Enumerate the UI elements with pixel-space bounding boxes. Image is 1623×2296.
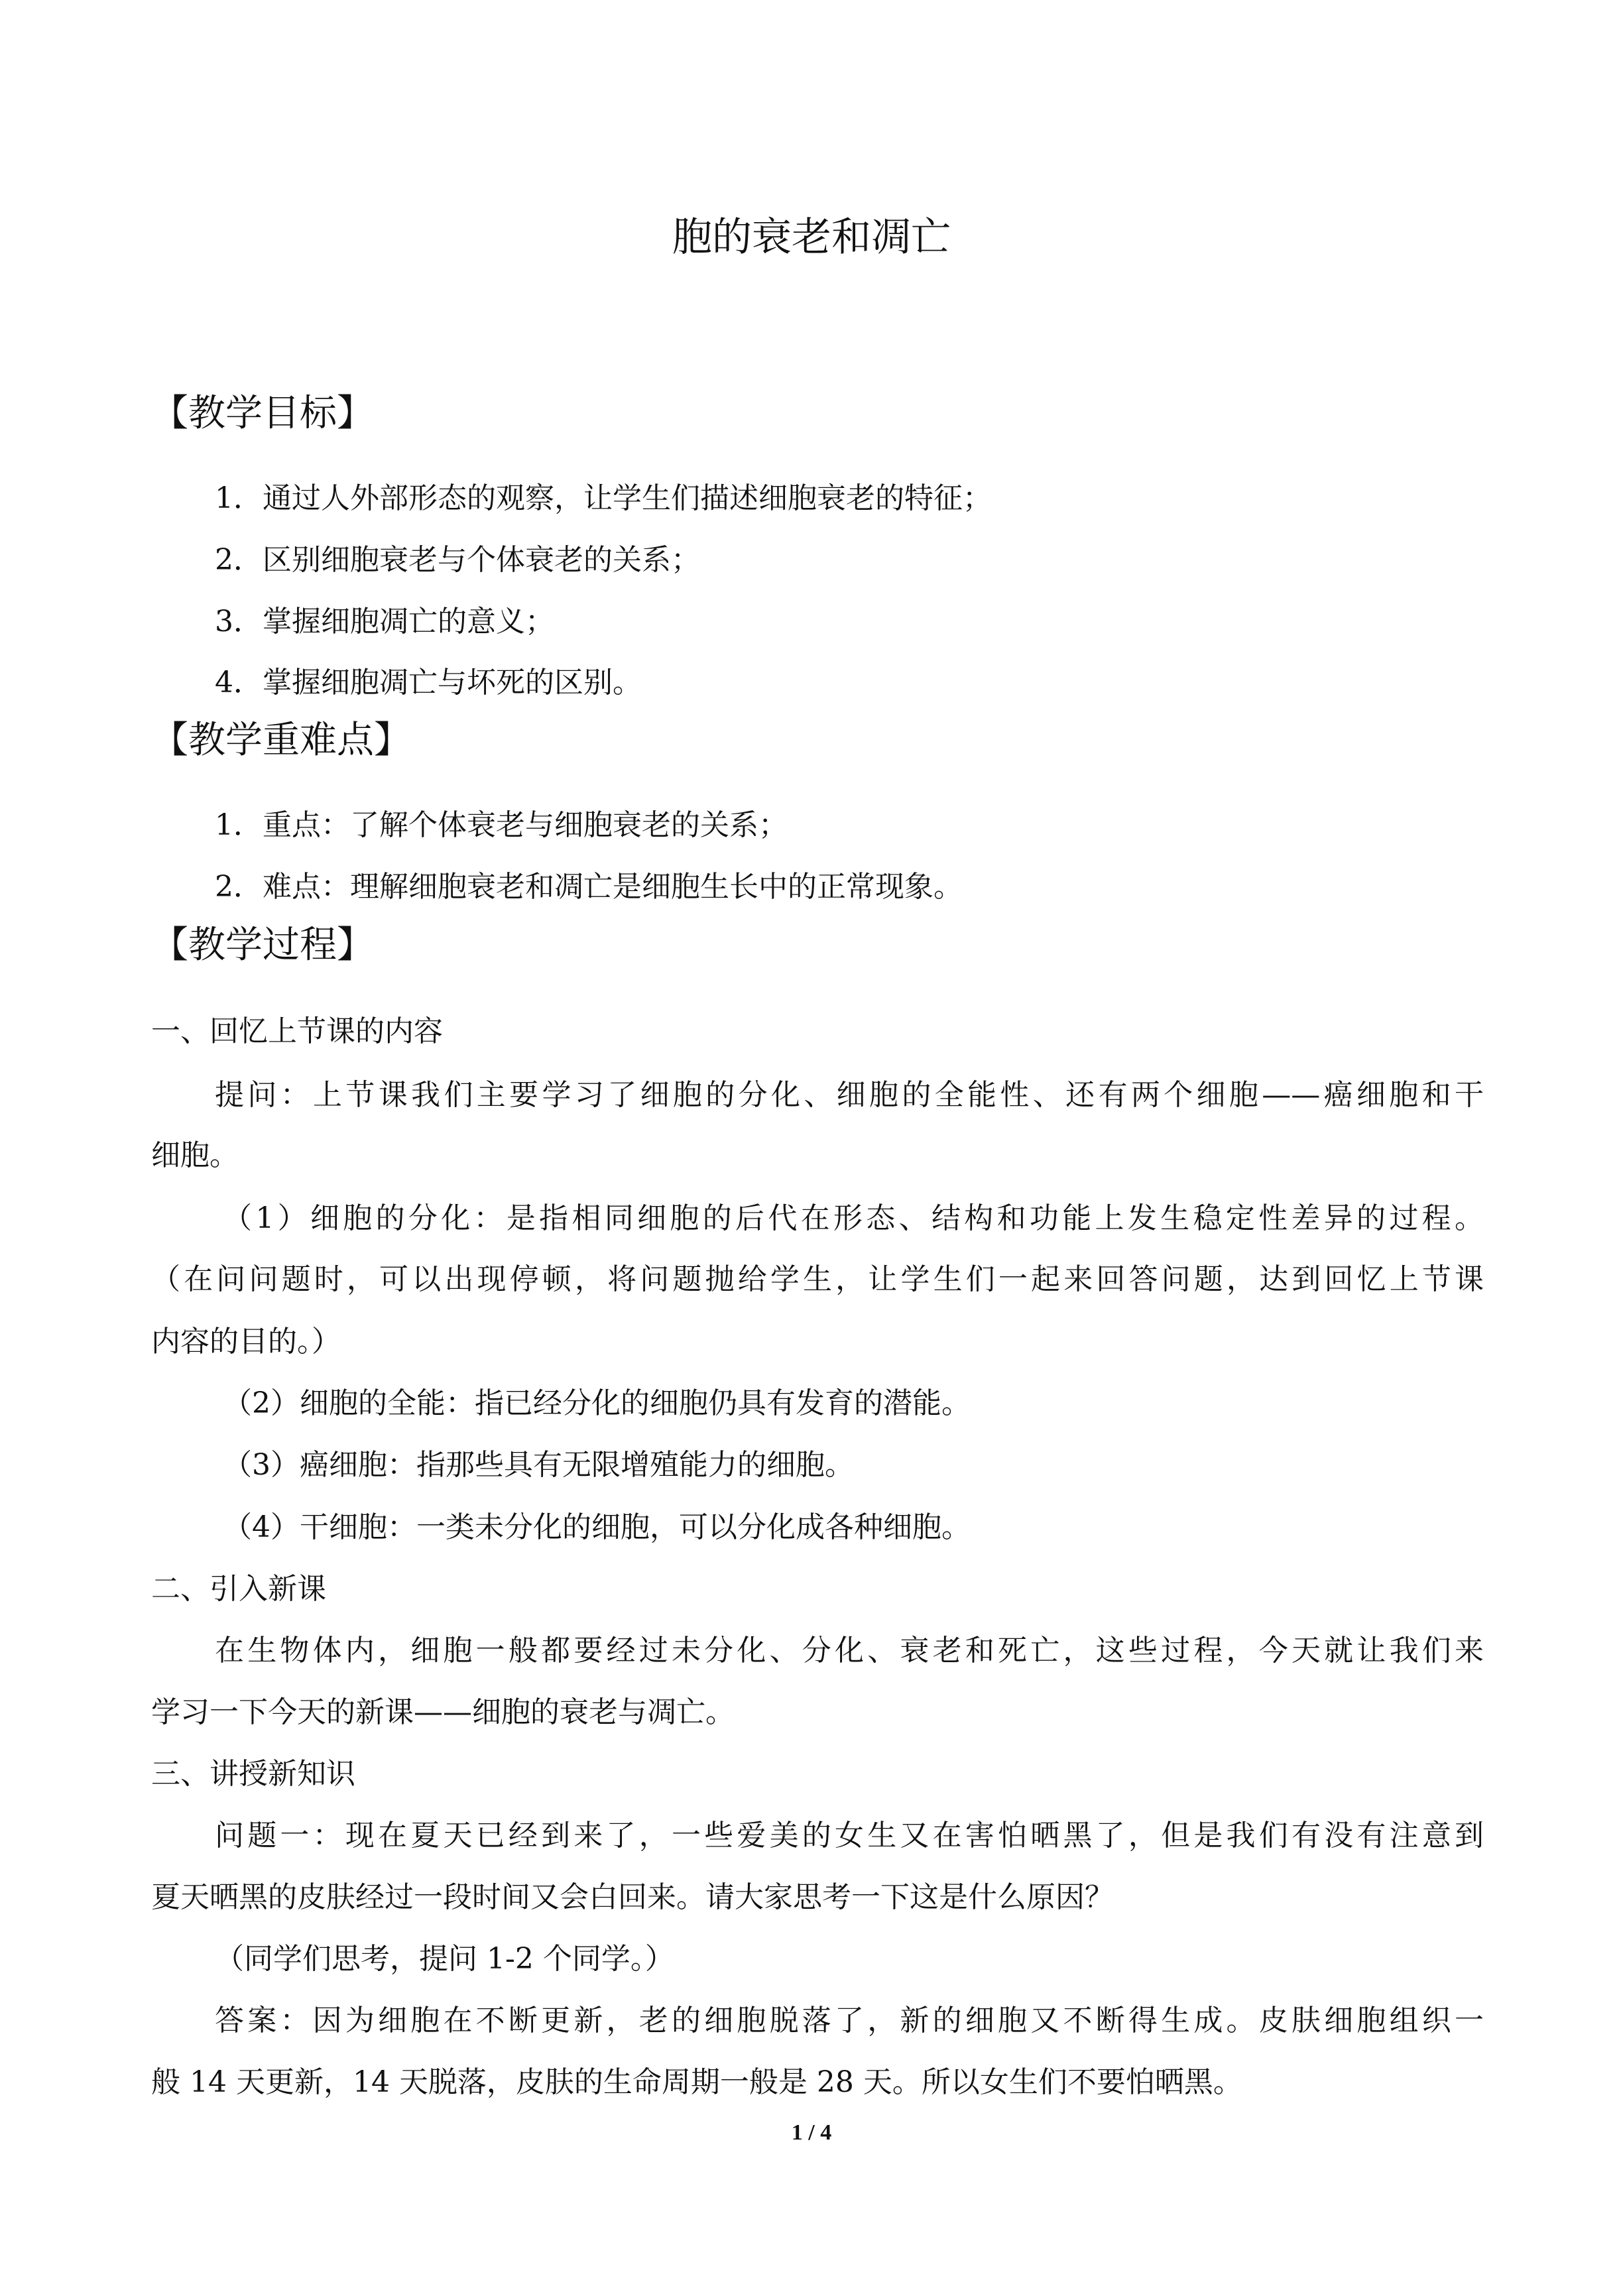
part2-title: 二、引入新课 bbox=[151, 1572, 326, 1606]
part1-item1-line2: （在问问题时，可以出现停顿，将问题抛给学生，让学生们一起来回答问题，达到回忆上节课 bbox=[151, 1262, 1484, 1296]
part3-title: 三、讲授新知识 bbox=[151, 1757, 355, 1791]
part3-question1-line2: 夏天晒黑的皮肤经过一段时间又会白回来。请大家思考一下这是什么原因？ bbox=[151, 1880, 1114, 1914]
key-point-item-2: 2．难点：理解细胞衰老和凋亡是细胞生长中的正常现象。 bbox=[215, 870, 963, 904]
part2-line1: 在生物体内，细胞一般都要经过未分化、分化、衰老和死亡，这些过程，今天就让我们来 bbox=[215, 1634, 1484, 1667]
key-point-item-1: 1．重点：了解个体衰老与细胞衰老的关系； bbox=[215, 808, 788, 842]
part3-question1-line1: 问题一：现在夏天已经到来了，一些爱美的女生又在害怕晒黑了，但是我们有没有注意到 bbox=[215, 1819, 1484, 1852]
part3-answer-line1: 答案：因为细胞在不断更新，老的细胞脱落了，新的细胞又不断得生成。皮肤细胞组织一 bbox=[215, 2004, 1484, 2037]
page-number: 1 / 4 bbox=[791, 2120, 832, 2145]
part3-note: （同学们思考，提问 1-2 个同学。） bbox=[215, 1942, 674, 1976]
section-heading-goals: 【教学目标】 bbox=[151, 392, 374, 435]
part1-item1-line1: （1）细胞的分化：是指相同细胞的后代在形态、结构和功能上发生稳定性差异的过程。 bbox=[223, 1201, 1484, 1235]
part1-title: 一、回忆上节课的内容 bbox=[151, 1014, 443, 1048]
part1-item1-line3: 内容的目的。） bbox=[151, 1325, 341, 1359]
section-heading-process: 【教学过程】 bbox=[151, 924, 374, 967]
document-title: 胞的衰老和凋亡 bbox=[672, 214, 951, 261]
part1-question-line2: 细胞。 bbox=[151, 1138, 239, 1172]
part1-item4: （4）干细胞：一类未分化的细胞，可以分化成各种细胞。 bbox=[223, 1510, 971, 1544]
section-heading-key-points: 【教学重难点】 bbox=[151, 719, 411, 762]
goal-item-2: 2．区别细胞衰老与个体衰老的关系； bbox=[215, 543, 700, 577]
part3-answer-line2: 般 14 天更新，14 天脱落，皮肤的生命周期一般是 28 天。所以女生们不要怕晒黑。 bbox=[151, 2065, 1242, 2099]
part1-item2: （2）细胞的全能：指已经分化的细胞仍具有发育的潜能。 bbox=[223, 1386, 971, 1420]
goal-item-1: 1．通过人外部形态的观察，让学生们描述细胞衰老的特征； bbox=[215, 481, 992, 515]
part2-line2: 学习一下今天的新课——细胞的衰老与凋亡。 bbox=[151, 1695, 735, 1729]
part1-item3: （3）癌细胞：指那些具有无限增殖能力的细胞。 bbox=[223, 1448, 854, 1482]
goal-item-3: 3．掌握细胞凋亡的意义； bbox=[215, 605, 554, 638]
goal-item-4: 4．掌握细胞凋亡与坏死的区别。 bbox=[215, 666, 642, 699]
part1-question-line1: 提问：上节课我们主要学习了细胞的分化、细胞的全能性、还有两个细胞——癌细胞和干 bbox=[215, 1078, 1484, 1112]
